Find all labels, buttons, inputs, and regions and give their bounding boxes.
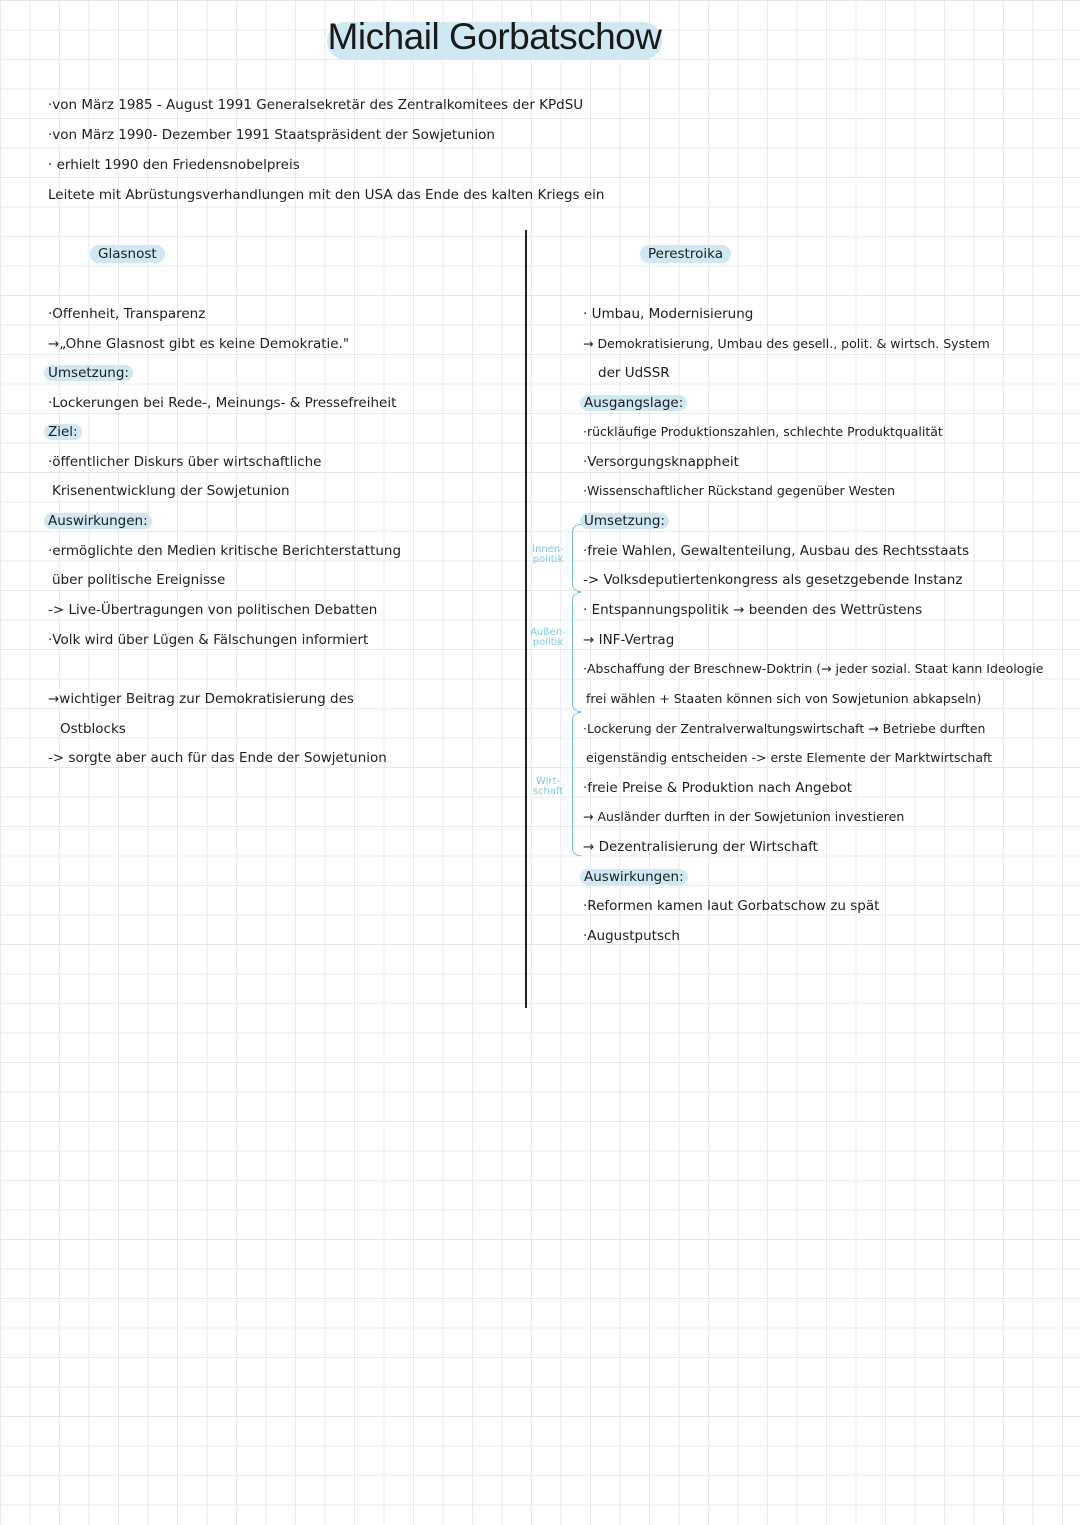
perestroika-line: der UdSSR <box>598 365 670 381</box>
perestroika-heading <box>640 245 731 263</box>
perestroika-line: -> Volksdeputiertenkongress als gesetzgebende Instanz <box>583 572 963 588</box>
side-label-wirtschaft-2: schaft <box>532 786 564 797</box>
perestroika-label-auswirkungen-text: Auswirkungen: <box>580 869 688 885</box>
perestroika-line: ·Lockerung der Zentralverwaltungswirtschaft → Betriebe durften <box>583 721 986 736</box>
glasnost-line: -> sorgte aber auch für das Ende der Sowjetunion <box>48 750 387 766</box>
glasnost-line: →wichtiger Beitrag zur Demokratisierung des <box>48 691 354 707</box>
glasnost-line: ·Lockerungen bei Rede-, Meinungs- & Pressefreiheit <box>48 395 397 411</box>
side-label-innenpolitik-2: politik <box>532 554 564 565</box>
intro-line-4: Leitete mit Abrüstungsverhandlungen mit den USA das Ende des kalten Kriegs ein <box>48 187 605 203</box>
wirtschaft-brace <box>572 712 581 856</box>
side-label-aussenpolitik <box>527 628 569 648</box>
perestroika-line: ·Augustputsch <box>583 928 680 944</box>
perestroika-line: ·Reformen kamen laut Gorbatschow zu spät <box>583 898 880 914</box>
glasnost-line: ·ermöglichte den Medien kritische Berichterstattung <box>48 543 402 559</box>
perestroika-line: · Umbau, Modernisierung <box>583 306 754 322</box>
intro-line-3: · erhielt 1990 den Friedensnobelpreis <box>48 157 300 173</box>
glasnost-line: Krisenentwicklung der Sowjetunion <box>52 483 290 499</box>
perestroika-line: → Demokratisierung, Umbau des gesell., polit. & wirtsch. System <box>583 336 990 351</box>
glasnost-line: ·Offenheit, Transparenz <box>48 306 206 322</box>
side-label-innenpolitik-1: Innen- <box>532 544 564 555</box>
side-label-wirtschaft <box>527 777 569 797</box>
glasnost-label-umsetzung <box>44 364 133 382</box>
glasnost-label-auswirkungen <box>44 512 152 530</box>
glasnost-line: über politische Ereignisse <box>52 572 226 588</box>
glasnost-heading <box>90 245 165 263</box>
perestroika-line: ·rückläufige Produktionszahlen, schlechte Produktqualität <box>583 424 943 439</box>
perestroika-line: ·freie Wahlen, Gewaltenteilung, Ausbau des Rechtsstaats <box>583 543 970 559</box>
side-label-aussenpolitik-2: politik <box>532 637 564 648</box>
glasnost-label-ziel-text: Ziel: <box>44 424 82 440</box>
perestroika-line: → Dezentralisierung der Wirtschaft <box>583 839 818 855</box>
glasnost-line: ·öffentlicher Diskurs über wirtschaftliche <box>48 454 322 470</box>
glasnost-label-umsetzung-text: Umsetzung: <box>44 365 133 381</box>
glasnost-label-ziel <box>44 423 82 441</box>
innenpolitik-brace <box>572 524 581 592</box>
column-divider <box>525 230 527 1008</box>
perestroika-line: → Ausländer durften in der Sowjetunion investieren <box>583 809 905 824</box>
perestroika-line: · Entspannungspolitik → beenden des Wettrüstens <box>583 602 923 618</box>
perestroika-line: ·Abschaffung der Breschnew-Doktrin (→ jeder sozial. Staat kann Ideologie <box>583 661 1044 676</box>
perestroika-line: ·Wissenschaftlicher Rückstand gegenüber Westen <box>583 483 895 498</box>
aussenpolitik-brace <box>572 592 581 712</box>
perestroika-line: → INF-Vertrag <box>583 632 675 648</box>
intro-line-2: ·von März 1990- Dezember 1991 Staatspräsident der Sowjetunion <box>48 127 495 143</box>
perestroika-heading-text: Perestroika <box>640 245 731 263</box>
perestroika-label-auswirkungen <box>580 868 688 886</box>
perestroika-line: ·Versorgungsknappheit <box>583 454 739 470</box>
page-title: Michail Gorbatschow <box>327 16 662 57</box>
perestroika-label-ausgangslage-text: Ausgangslage: <box>580 395 687 411</box>
perestroika-line: frei wählen + Staaten können sich von Sowjetunion abkapseln) <box>586 691 982 706</box>
intro-line-1: ·von März 1985 - August 1991 Generalsekretär des Zentralkomitees der KPdSU <box>48 97 584 113</box>
glasnost-line: -> Live-Übertragungen von politischen Debatten <box>48 602 378 618</box>
side-label-innenpolitik <box>527 545 569 565</box>
glasnost-heading-text: Glasnost <box>90 245 165 263</box>
glasnost-line: →„Ohne Glasnost gibt es keine Demokratie." <box>48 336 350 352</box>
perestroika-line: eigenständig entscheiden -> erste Elemente der Marktwirtschaft <box>586 750 993 765</box>
perestroika-label-ausgangslage <box>580 394 687 412</box>
perestroika-label-umsetzung <box>580 512 669 530</box>
glasnost-label-auswirkungen-text: Auswirkungen: <box>44 513 152 529</box>
perestroika-line: ·freie Preise & Produktion nach Angebot <box>583 780 853 796</box>
glasnost-line: ·Volk wird über Lügen & Fälschungen informiert <box>48 632 369 648</box>
glasnost-line: Ostblocks <box>60 721 126 737</box>
perestroika-label-umsetzung-text: Umsetzung: <box>580 513 669 529</box>
side-label-wirtschaft-1: Wirt- <box>535 776 561 787</box>
side-label-aussenpolitik-1: Außen- <box>530 627 566 638</box>
